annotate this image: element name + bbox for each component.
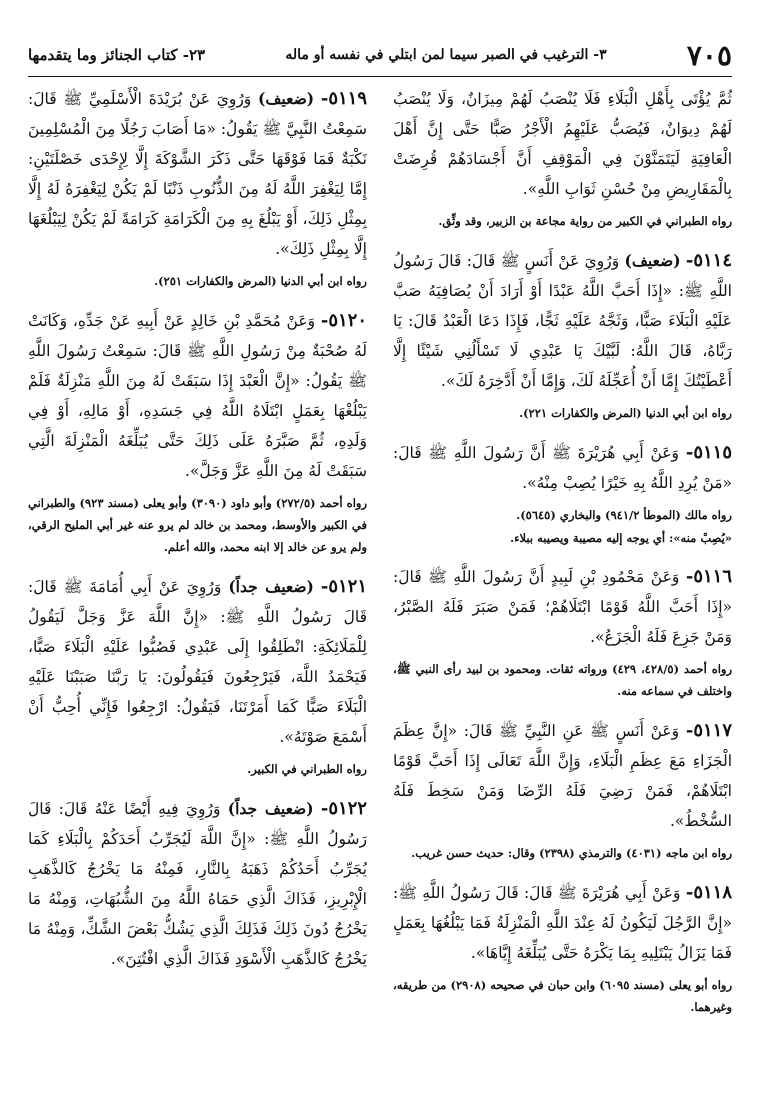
hadith-text	[393, 84, 732, 204]
hadith-body: وَعَنْ مَحْمُودِ بْنِ لَبِيدٍ أَنَّ رَسُولَ اللَّهِ ﷺ قَالَ: «إِذَا أَحَبَّ اللَّهُ قَوْمًا ابْتَلَاهُمْ؛ فَمَنْ صَبَرَ فَلَهُ الصَّبْرُ، وَمَنْ جَزِعَ فَلَهُ الْجَزَعُ».	[393, 568, 732, 646]
hadith-entry	[393, 246, 732, 424]
page-header	[28, 40, 732, 77]
hadith-entry	[393, 716, 732, 864]
hadith-text	[393, 716, 732, 836]
hadith-body: وَرُوِيَ عَنْ أَبِي أُمَامَةَ ﷺ قَالَ: قَالَ رَسُولُ اللَّهِ ﷺ: «إِنَّ اللَّهَ عَزَّ وَجَلَّ لَيَقُولُ لِلْمَلَائِكَةِ: انْطَلِقُوا إِلَى عَبْدِي فَصُبُّوا عَلَيْهِ الْبَلَاءَ صَبًّا، فَيَحْمَدُ اللَّهَ، فَيَرْجِعُونَ فَيَقُولُونَ: يَا رَبَّنَا صَبَبْنَا عَلَيْهِ الْبَلَاءَ صَبًّا كَمَا أَمَرْتَنَا، فَيَقُولُ: ارْجِعُوا فَإِنِّي أُحِبُّ أَنْ أَسْمَعَ صَوْتَهُ».	[28, 578, 367, 746]
hadith-entry	[28, 306, 367, 558]
hadith-body: وَرُوِيَ عَنْ أَنَسٍ ﷺ قَالَ: قَالَ رَسُولُ اللَّهِ ﷺ: «إِذَا أَحَبَّ اللَّهُ عَبْدًا أَوْ أَرَادَ أَنْ يُصَافِيَهُ صَبَّ عَلَيْهِ الْبَلَاءَ صَبًّا، وَثَجَّهُ عَلَيْهِ ثَجًّا، فَإِذَا دَعَا الْعَبْدُ قَالَ: يَا رَبَّاهُ، قَالَ اللَّهُ: لَبَّيْكَ يَا عَبْدِي لَا تَسْأَلُنِي شَيْئًا إِلَّا أَعْطَيْتُكَ إِمَّا أَنْ أُعَجِّلَهُ لَكَ، وَإِمَّا أَنْ أَدَّخِرَهُ لَكَ».	[393, 252, 732, 390]
text-columns	[28, 84, 732, 1068]
hadith-source: رواه ابن أبي الدنيا (المرض والكفارات ٢٢١).	[519, 406, 732, 420]
hadith-number: ٥١١٦-	[685, 566, 732, 587]
hadith-number: ٥١١٧-	[685, 720, 732, 741]
hadith-entry	[393, 878, 732, 1018]
hadith-entry	[393, 562, 732, 702]
hadith-text	[28, 84, 367, 264]
hadith-entry	[393, 438, 732, 548]
hadith-number: ٥١٢٠-	[320, 310, 367, 331]
hadith-source: رواه الطبراني في الكبير.	[247, 762, 367, 776]
hadith-number: ٥١١٩-	[320, 88, 367, 109]
hadith-entry	[28, 794, 367, 974]
hadith-body: وَرُوِيَ فِيهِ أَيْضًا عَنْهُ قَالَ: قَالَ رَسُولُ اللَّهِ ﷺ: «إِنَّ اللَّهَ لَيُجَرِّبُ أَحَدَكُمْ بِالْبَلَاءِ كَمَا يُجَرِّبُ أَحَدُكُمْ ذَهَبَهُ بِالنَّارِ، فَمِنْهُ مَا يَخْرُجُ كَالذَّهَبِ الْإِبْرِيزِ، فَذَاكَ الَّذِي حَمَاهُ اللَّهُ مِنَ الشُّبُهَاتِ، وَمِنْهُ مَا يَخْرُجُ دُونَ ذَلِكَ فَذَلِكَ الَّذِي يَشُكُّ بَعْضَ الشَّكِّ، وَمِنْهُ مَا يَخْرُجُ كَالذَّهَبِ الْأَسْوَدِ فَذَاكَ الَّذِي افْتُتِنَ».	[28, 800, 367, 968]
right-column	[393, 84, 732, 1068]
hadith-source: رواه مالك (الموطأ ٩٤١/٢) والبخاري (٥٦٤٥).	[516, 508, 732, 522]
hadith-entry	[393, 84, 732, 232]
hadith-number: ٥١١٨-	[685, 882, 732, 903]
hadith-source: رواه أحمد (٤٢٨/٥، ٤٢٩) ورواته ثقات. ومحمود بن لبيد رأى النبي ﷺ، واختلف في سماعه منه.	[393, 662, 732, 698]
hadith-text	[393, 562, 732, 652]
hadith-source: رواه أحمد (٢٧٢/٥) وأبو داود (٣٠٩٠) وأبو يعلى (مسند ٩٢٣) والطبراني في الكبير والأوسط، ومحمد بن خالد لم يرو عنه غير أبي المليح الرقي، ولم يرو عن خالد إلا ابنه محمد، والله أعلم.	[28, 496, 367, 554]
left-column	[28, 84, 367, 1068]
hadith-text	[28, 794, 367, 974]
hadith-grade: (ضعيف جداً)	[228, 577, 314, 596]
hadith-grade: (ضعيف)	[624, 251, 681, 270]
hadith-source: رواه الطبراني في الكبير من رواية مجاعة بن الزبير، وقد وثِّق.	[438, 214, 732, 228]
hadith-number: ٥١٢١-	[320, 576, 367, 597]
hadith-grade: (ضعيف)	[258, 89, 315, 108]
hadith-body: وَعَنْ مُحَمَّدِ بْنِ خَالِدٍ عَنْ أَبِيهِ عَنْ جَدِّهِ، وَكَانَتْ لَهُ صُحْبَةٌ مِنْ رَسُولِ اللَّهِ ﷺ قَالَ: سَمِعْتُ رَسُولَ اللَّهِ ﷺ يَقُولُ: «إِنَّ الْعَبْدَ إِذَا سَبَقَتْ لَهُ مِنَ اللَّهِ مَنْزِلَةٌ فَلَمْ يَبْلُغْهَا بِعَمَلٍ ابْتَلَاهُ اللَّهُ فِي جَسَدِهِ، أَوْ مَالِهِ، أَوْ فِي وَلَدِهِ، ثُمَّ صَبَّرَهُ عَلَى ذَلِكَ حَتَّى يُبَلِّغَهُ الْمَنْزِلَةَ الَّتِي سَبَقَتْ لَهُ مِنَ اللَّهِ عَزَّ وَجَلَّ».	[28, 312, 367, 480]
hadith-body: ثُمَّ يُؤْتَى بِأَهْلِ الْبَلَاءِ فَلَا يُنْصَبُ لَهُمْ مِيزَانٌ، وَلَا يُنْصَبُ لَهُمْ دِيوَانٌ، فَيُصَبُّ عَلَيْهِمُ الْأَجْرُ صَبًّا حَتَّى إِنَّ أَهْلَ الْعَافِيَةِ لَيَتَمَنَّوْنَ فِي الْمَوْقِفِ أَنَّ أَجْسَادَهُمْ قُرِضَتْ بِالْمَقَارِيضِ مِنْ حُسْنِ ثَوَابِ اللَّهِ».	[393, 90, 732, 198]
hadith-body: وَعَنْ أَنَسٍ ﷺ عَنِ النَّبِيِّ ﷺ قَالَ: «إِنَّ عِظَمَ الْجَزَاءِ مَعَ عِظَمِ الْبَلَاءِ، وَإِنَّ اللَّهَ تَعَالَى إِذَا أَحَبَّ قَوْمًا ابْتَلَاهُمْ، فَمَنْ رَضِيَ فَلَهُ الرِّضَا وَمَنْ سَخِطَ فَلَهُ السُّخْطُ».	[393, 722, 732, 830]
hadith-source: رواه ابن أبي الدنيا (المرض والكفارات ٢٥١).	[154, 274, 367, 288]
hadith-entry	[28, 84, 367, 292]
hadith-text	[393, 878, 732, 968]
hadith-body: وَرُوِيَ عَنْ بُرَيْدَةَ الْأَسْلَمِيِّ ﷺ قَالَ: سَمِعْتُ النَّبِيَّ ﷺ يَقُولُ: «مَا أَصَابَ رَجُلًا مِنَ الْمُسْلِمِينَ نَكْبَةٌ فَمَا فَوْقَهَا حَتَّى ذَكَرَ الشَّوْكَةَ إِلَّا لِإِحْدَى خَصْلَتَيْنِ: إِمَّا لِيَغْفِرَ اللَّهُ لَهُ مِنَ الذُّنُوبِ ذَنْبًا لَمْ يَكُنْ لِيَغْفِرَهُ لَهُ إِلَّا بِمِثْلِ ذَلِكَ، أَوْ يَبْلُغَ بِهِ مِنَ الْكَرَامَةِ كَرَامَةً لَمْ يَكُنْ لِيَبْلُغَهَا إِلَّا بِمِثْلِ ذَلِكَ».	[28, 90, 367, 258]
hadith-text	[28, 572, 367, 752]
hadith-text	[393, 246, 732, 396]
hadith-body: وَعَنْ أَبِي هُرَيْرَةَ ﷺ أَنَّ رَسُولَ اللَّهِ ﷺ قَالَ: «مَنْ يُرِدِ اللَّهُ بِهِ خَيْرًا يُصِبْ مِنْهُ».	[393, 444, 732, 492]
section-title: ٣- الترغيب في الصبر سيما لمن ابتلي في نفسه أو ماله	[285, 47, 607, 63]
hadith-source: رواه أبو يعلى (مسند ٦٠٩٥) وابن حبان في صحيحه (٢٩٠٨) من طريقه، وغيرهما.	[393, 978, 732, 1014]
hadith-text	[393, 438, 732, 498]
hadith-number: ٥١١٥-	[685, 442, 732, 463]
hadith-text	[28, 306, 367, 486]
hadith-body: وَعَنْ أَبِي هُرَيْرَةَ ﷺ قَالَ: قَالَ رَسُولُ اللَّهِ ﷺ: «إِنَّ الرَّجُلَ لَيَكُونُ لَهُ عِنْدَ اللَّهِ الْمَنْزِلَةُ فَمَا يَبْلُغُهَا بِعَمَلٍ فَمَا يَزَالُ يَبْتَلِيهِ بِمَا يَكْرَهُ حَتَّى يُبَلِّغَهُ إِيَّاهَا».	[393, 884, 732, 962]
hadith-number: ٥١١٤-	[685, 250, 732, 271]
chapter-title: ٢٣- كتاب الجنائز وما يتقدمها	[28, 46, 206, 64]
hadith-number: ٥١٢٢-	[320, 798, 367, 819]
hadith-note: «يُصِبْ منه»: أي يوجه إليه مصيبة ويصيبه ببلاء.	[510, 531, 732, 545]
hadith-grade: (ضعيف جداً)	[227, 799, 314, 818]
hadith-source: رواه ابن ماجه (٤٠٣١) والترمذي (٢٣٩٨) وقال: حديث حسن غريب.	[411, 846, 732, 860]
page-number: ٧٠٥	[686, 38, 732, 72]
hadith-entry	[28, 572, 367, 780]
